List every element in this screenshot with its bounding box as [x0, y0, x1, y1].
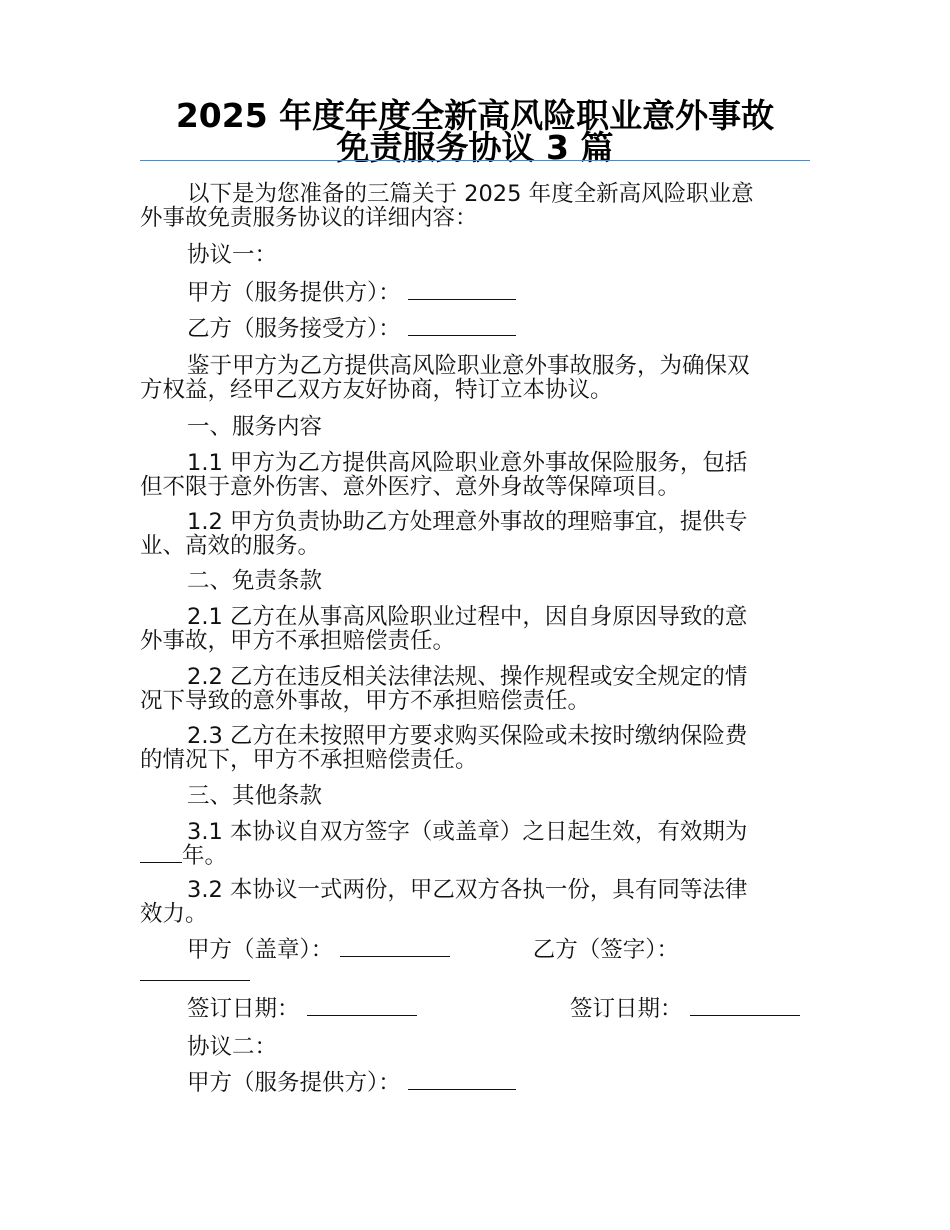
signature-line	[140, 938, 857, 962]
party-a-label: 甲方（服务提供方）：	[187, 280, 401, 306]
clause-2-1-line-2: 外事故，甲方不承担赔偿责任。	[140, 628, 456, 654]
preamble-line-1: 鉴于甲方为乙方提供高风险职业意外事故服务，为确保双	[187, 353, 750, 379]
party-a-line	[140, 281, 857, 305]
agreement-2-party-a-line	[140, 1071, 857, 1095]
party-b-blank	[408, 317, 516, 336]
clause-2-3-line-1: 2.3 乙方在未按照甲方要求购买保险或未按时缴纳保险费	[187, 723, 748, 749]
agreement-2-heading: 协议二：	[187, 1034, 278, 1060]
clause-1-1-line-1: 1.1 甲方为乙方提供高风险职业意外事故保险服务，包括	[187, 450, 748, 476]
title-line-2: 免责服务协议 3 篇	[336, 128, 614, 167]
agreement-2-party-a-blank	[408, 1071, 516, 1090]
date-label-a: 签订日期：	[187, 996, 300, 1022]
sign-a-label: 甲方（盖章）：	[187, 937, 334, 963]
date-b-blank	[690, 997, 800, 1016]
date-label-b: 签订日期：	[569, 996, 683, 1022]
agreement-1-heading: 协议一：	[187, 242, 278, 268]
intro-line-1: 以下是为您准备的三篇关于 2025 年度全新高风险职业意	[187, 181, 754, 207]
party-a-blank	[408, 281, 516, 300]
validity-years-blank	[140, 844, 182, 863]
section-1-heading: 一、服务内容	[187, 414, 323, 440]
clause-1-2-line-1: 1.2 甲方负责协助乙方处理意外事故的理赔事宜，提供专	[187, 509, 748, 535]
section-2-heading: 二、免责条款	[187, 568, 323, 594]
clause-2-1-line-1: 2.1 乙方在从事高风险职业过程中，因自身原因导致的意	[187, 604, 748, 630]
clause-2-3-line-2: 的情况下，甲方不承担赔偿责任。	[140, 747, 478, 773]
clause-3-2-line-1: 3.2 本协议一式两份，甲乙双方各执一份，具有同等法律	[187, 877, 748, 903]
agreement-2-party-a-label: 甲方（服务提供方）：	[187, 1070, 401, 1096]
document-title	[140, 96, 810, 167]
clause-2-2-line-2: 况下导致的意外事故，甲方不承担赔偿责任。	[140, 688, 591, 714]
clause-3-1-line-2	[140, 844, 810, 868]
section-3-heading: 三、其他条款	[187, 783, 323, 809]
clause-1-1-line-2: 但不限于意外伤害、意外医疗、意外身故等保障项目。	[140, 474, 681, 500]
sign-b-label: 乙方（签字）：	[532, 937, 679, 963]
party-b-label: 乙方（服务接受方）：	[187, 316, 401, 342]
title-line-1: 2025 年度年度全新高风险职业意外事故	[175, 96, 775, 135]
date-a-blank	[307, 997, 417, 1016]
sign-b-blank-line	[140, 962, 810, 986]
clause-3-2-line-2: 效力。	[140, 901, 208, 927]
sign-a-blank	[340, 938, 450, 957]
validity-years-suffix: 年。	[182, 843, 228, 869]
date-line	[140, 997, 857, 1021]
party-b-line	[140, 317, 857, 341]
clause-3-1-line-1: 3.1 本协议自双方签字（或盖章）之日起生效，有效期为	[187, 819, 748, 845]
title-divider	[140, 160, 810, 161]
sign-b-blank	[140, 962, 250, 981]
intro-line-2: 外事故免责服务协议的详细内容：	[140, 205, 478, 231]
preamble-line-2: 方权益，经甲乙双方友好协商，特订立本协议。	[140, 377, 613, 403]
clause-2-2-line-1: 2.2 乙方在违反相关法律法规、操作规程或安全规定的情	[187, 664, 748, 690]
clause-1-2-line-2: 业、高效的服务。	[140, 533, 321, 559]
